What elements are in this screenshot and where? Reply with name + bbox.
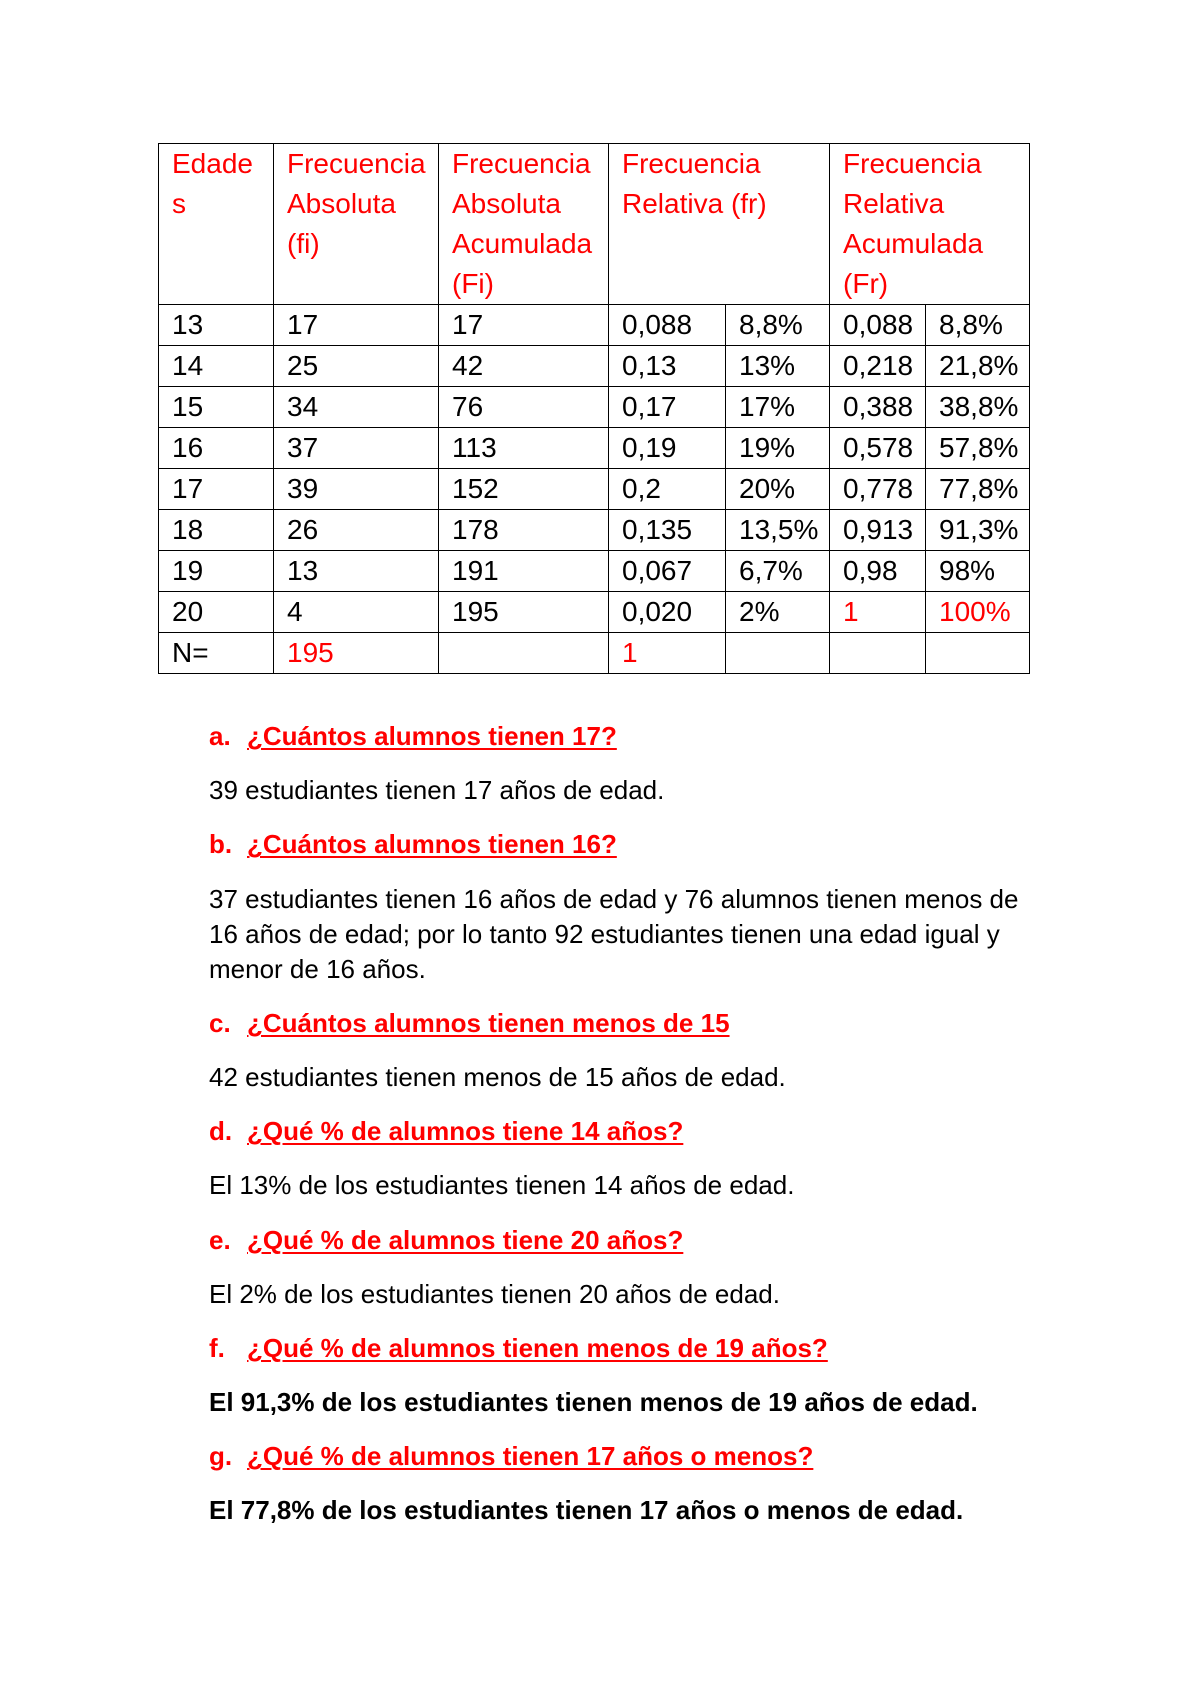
question-letter: d. — [209, 1116, 233, 1147]
question-item — [209, 1439, 1169, 1474]
cell-edad: 14 — [159, 346, 274, 387]
cell-fr-acumulada: 0,778 — [830, 469, 926, 510]
table-row — [159, 592, 1030, 633]
answer-line: 42 estudiantes tienen menos de 15 años de edad. — [209, 1061, 786, 1092]
total-row — [159, 633, 1030, 674]
cell-fr: 0,067 — [609, 551, 726, 592]
frequency-table — [158, 143, 1030, 674]
cell-fr-acumulada-percent: 57,8% — [926, 428, 1030, 469]
answer-line: El 2% de los estudiantes tienen 20 años de edad. — [209, 1278, 780, 1309]
header-frecuencia-absoluta — [274, 144, 439, 305]
question-text: ¿Cuántos alumnos tienen 16? — [247, 829, 617, 860]
header-line: Frecuencia — [287, 148, 426, 179]
header-line: Frecuencia — [622, 148, 761, 179]
cell-fr: 0,088 — [609, 305, 726, 346]
cell-fr-acumulada: 0,218 — [830, 346, 926, 387]
cell-edad: 19 — [159, 551, 274, 592]
cell-edad: 17 — [159, 469, 274, 510]
answer-line: El 77,8% de los estudiantes tienen 17 años o menos de edad. — [209, 1495, 964, 1526]
question-text: ¿Qué % de alumnos tiene 20 años? — [247, 1224, 684, 1255]
cell-fi-acumulada: 191 — [439, 551, 609, 592]
question-letter: c. — [209, 1007, 231, 1038]
question-letter: f. — [209, 1332, 225, 1363]
cell-fr: 0,135 — [609, 510, 726, 551]
header-line: Edade — [172, 148, 253, 179]
cell-fi: 4 — [274, 592, 439, 633]
cell-fr-acumulada-percent: 8,8% — [926, 305, 1030, 346]
answer-text — [209, 1168, 1169, 1203]
cell-fr-percent: 8,8% — [726, 305, 830, 346]
cell-fr-percent: 13,5% — [726, 510, 830, 551]
cell-total-fi: 195 — [274, 633, 439, 674]
cell-fr-percent — [726, 633, 830, 674]
header-line: (Fi) — [452, 268, 494, 299]
header-row — [159, 144, 1030, 305]
header-line: s — [172, 188, 186, 219]
cell-total-fr: 1 — [609, 633, 726, 674]
header-line: (fi) — [287, 228, 320, 259]
cell-fr-acumulada: 0,388 — [830, 387, 926, 428]
cell-fr-acumulada: 0,578 — [830, 428, 926, 469]
cell-fr-percent: 19% — [726, 428, 830, 469]
question-letter: e. — [209, 1224, 231, 1255]
question-text: ¿Cuántos alumnos tienen 17? — [247, 721, 617, 751]
cell-fr-acumulada: 1 — [830, 592, 926, 633]
cell-fi-acumulada — [439, 633, 609, 674]
cell-fi-acumulada: 178 — [439, 510, 609, 551]
cell-fr-percent: 17% — [726, 387, 830, 428]
answer-line: menor de 16 años. — [209, 953, 426, 984]
cell-fr-acumulada-percent: 38,8% — [926, 387, 1030, 428]
cell-fr: 0,2 — [609, 469, 726, 510]
question-item — [209, 1223, 1169, 1258]
cell-fi-acumulada: 152 — [439, 469, 609, 510]
table-row — [159, 510, 1030, 551]
header-line: Acumulada — [452, 228, 593, 259]
header-line: Absoluta — [287, 188, 396, 219]
cell-fr-percent: 20% — [726, 469, 830, 510]
answer-line: 39 estudiantes tienen 17 años de edad. — [209, 775, 665, 806]
cell-fi: 17 — [274, 305, 439, 346]
question-item — [209, 827, 1169, 862]
cell-fr-acumulada-percent: 91,3% — [926, 510, 1030, 551]
cell-fr-acumulada-percent: 77,8% — [926, 469, 1030, 510]
cell-fr-acumulada-percent: 98% — [926, 551, 1030, 592]
question-text: ¿Qué % de alumnos tienen menos de 19 años? — [247, 1332, 828, 1363]
header-line: (Fr) — [843, 268, 889, 299]
questions-section — [209, 719, 1169, 1548]
cell-fi: 25 — [274, 346, 439, 387]
header-line: Frecuencia — [452, 148, 591, 179]
answer-line: 16 años de edad; por lo tanto 92 estudiantes tienen una edad igual y — [209, 918, 1000, 949]
cell-edad: 16 — [159, 428, 274, 469]
cell-fi-acumulada: 17 — [439, 305, 609, 346]
question-letter: g. — [209, 1441, 233, 1472]
question-item — [209, 1114, 1169, 1149]
table-row — [159, 346, 1030, 387]
header-line: Relativa — [843, 188, 945, 219]
question-item — [209, 719, 1169, 754]
cell-edad: 20 — [159, 592, 274, 633]
header-frecuencia-relativa-acumulada — [830, 144, 1030, 305]
cell-fr-percent: 6,7% — [726, 551, 830, 592]
answer-text — [209, 1493, 1169, 1528]
cell-fr-percent: 13% — [726, 346, 830, 387]
answer-text — [209, 1277, 1169, 1312]
answer-line: El 91,3% de los estudiantes tienen menos de 19 años de edad. — [209, 1387, 978, 1418]
cell-fi-acumulada: 195 — [439, 592, 609, 633]
answer-text — [209, 773, 1169, 808]
question-letter: a. — [209, 721, 231, 751]
cell-fr-acumulada — [830, 633, 926, 674]
cell-fi: 26 — [274, 510, 439, 551]
table-row — [159, 428, 1030, 469]
answer-text — [209, 1385, 1169, 1420]
cell-fi-acumulada: 76 — [439, 387, 609, 428]
question-text: ¿Cuántos alumnos tienen menos de 15 — [247, 1007, 730, 1038]
answer-line: 37 estudiantes tienen 16 años de edad y 76 alumnos tienen menos de — [209, 883, 1019, 914]
answer-text — [209, 882, 1169, 987]
table-row — [159, 387, 1030, 428]
cell-fr: 0,020 — [609, 592, 726, 633]
header-line: Relativa (fr) — [622, 188, 767, 219]
answer-line: El 13% de los estudiantes tienen 14 años de edad. — [209, 1170, 795, 1201]
table-row — [159, 305, 1030, 346]
cell-fr-acumulada: 0,913 — [830, 510, 926, 551]
cell-fr-acumulada-percent — [926, 633, 1030, 674]
header-frecuencia-absoluta-acumulada — [439, 144, 609, 305]
cell-fr-percent: 2% — [726, 592, 830, 633]
cell-fi: 13 — [274, 551, 439, 592]
question-item — [209, 1006, 1169, 1041]
question-text: ¿Qué % de alumnos tienen 17 años o menos? — [247, 1441, 814, 1472]
question-item — [209, 1331, 1169, 1366]
question-letter: b. — [209, 829, 233, 860]
table-row — [159, 551, 1030, 592]
cell-fr: 0,19 — [609, 428, 726, 469]
cell-fr-acumulada: 0,088 — [830, 305, 926, 346]
cell-fr: 0,17 — [609, 387, 726, 428]
answer-text — [209, 1060, 1169, 1095]
cell-fi: 37 — [274, 428, 439, 469]
cell-fi-acumulada: 42 — [439, 346, 609, 387]
cell-fr-acumulada-percent: 100% — [926, 592, 1030, 633]
header-line: Frecuencia — [843, 148, 982, 179]
header-line: Acumulada — [843, 228, 984, 259]
cell-edad: 18 — [159, 510, 274, 551]
cell-fi-acumulada: 113 — [439, 428, 609, 469]
table-row — [159, 469, 1030, 510]
header-edades — [159, 144, 274, 305]
cell-fi: 34 — [274, 387, 439, 428]
header-frecuencia-relativa — [609, 144, 830, 305]
cell-edad: 13 — [159, 305, 274, 346]
cell-fr-acumulada-percent: 21,8% — [926, 346, 1030, 387]
cell-total-label: N= — [159, 633, 274, 674]
question-text: ¿Qué % de alumnos tiene 14 años? — [247, 1116, 684, 1147]
cell-fi: 39 — [274, 469, 439, 510]
cell-edad: 15 — [159, 387, 274, 428]
cell-fr: 0,13 — [609, 346, 726, 387]
cell-fr-acumulada: 0,98 — [830, 551, 926, 592]
header-line: Absoluta — [452, 188, 561, 219]
